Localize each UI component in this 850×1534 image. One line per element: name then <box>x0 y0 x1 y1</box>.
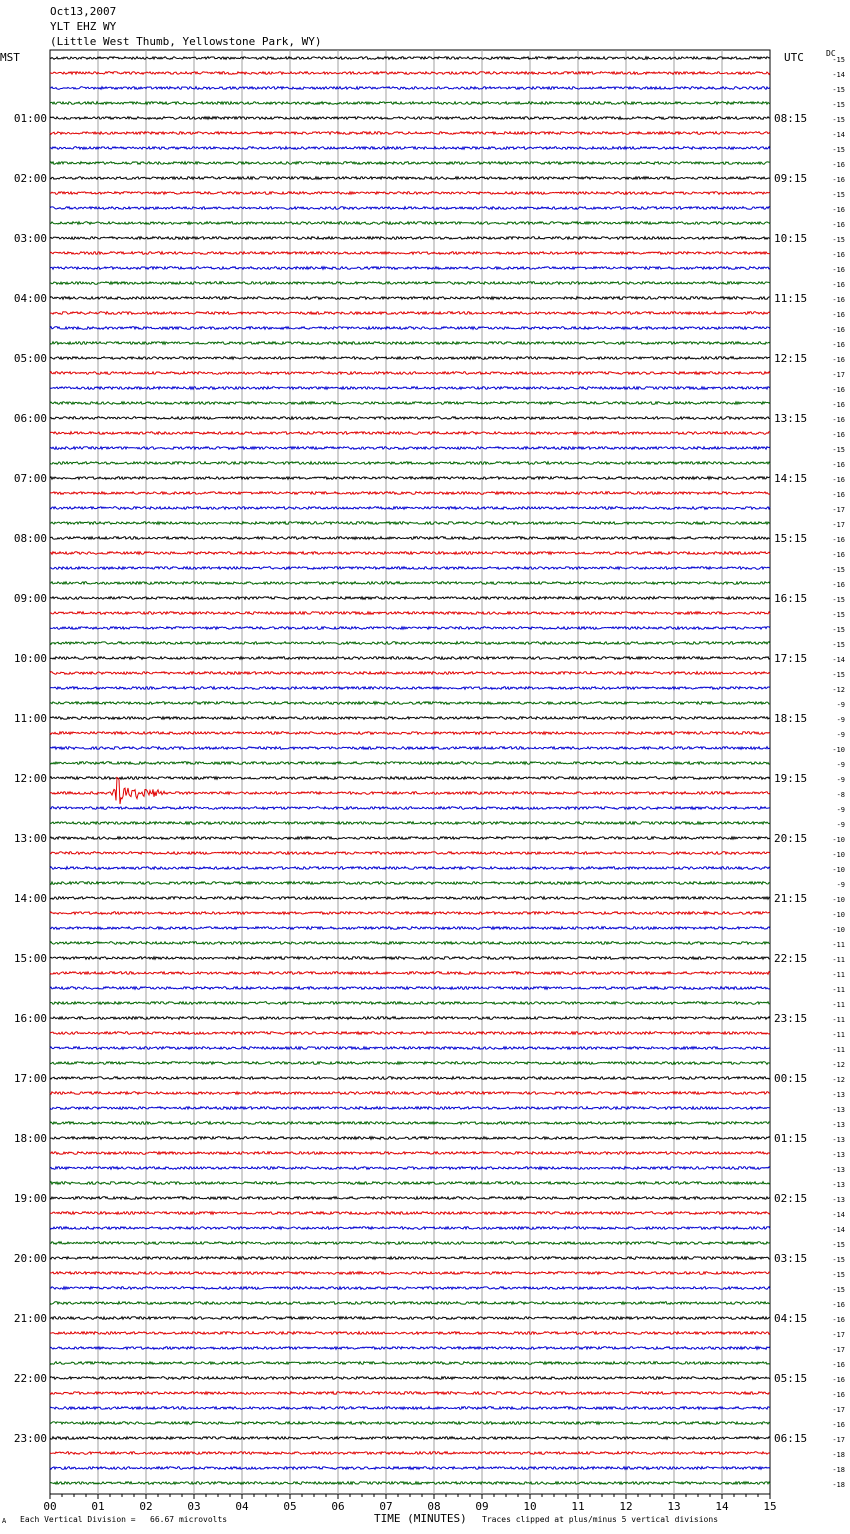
dc-offset-label: -11 <box>832 956 845 964</box>
trace-line <box>50 867 770 870</box>
right-hour-label: 02:15 <box>774 1192 808 1205</box>
trace-line <box>50 357 770 360</box>
trace-line <box>50 1272 770 1275</box>
dc-offset-label: -16 <box>832 161 845 169</box>
trace-line <box>50 717 770 720</box>
trace-line <box>50 1392 770 1395</box>
trace-line <box>50 582 770 585</box>
trace-line <box>50 1092 770 1095</box>
trace-line <box>50 492 770 495</box>
trace-line <box>50 102 770 105</box>
right-hour-label: 23:15 <box>774 1012 808 1025</box>
trace-line <box>50 1167 770 1170</box>
left-hour-label: 10:00 <box>13 652 47 665</box>
trace-line <box>50 642 770 645</box>
trace-line <box>50 597 770 600</box>
trace-line <box>50 522 770 525</box>
trace-line <box>50 1377 770 1380</box>
x-tick-label: 11 <box>571 1500 585 1513</box>
left-hour-label: 09:00 <box>13 592 47 605</box>
dc-offset-label: -17 <box>832 1436 845 1444</box>
dc-offset-label: -16 <box>832 176 845 184</box>
trace-line <box>50 1077 770 1080</box>
trace-line <box>50 927 770 930</box>
trace-line <box>50 1107 770 1110</box>
trace-line <box>50 1362 770 1365</box>
dc-offset-label: -16 <box>832 476 845 484</box>
trace-line <box>50 672 770 675</box>
trace-line <box>50 162 770 165</box>
dc-offset-label: -15 <box>832 101 845 109</box>
dc-offset-label: -15 <box>832 1256 845 1264</box>
dc-offset-label: -15 <box>832 86 845 94</box>
trace-line <box>50 972 770 975</box>
trace-line <box>50 777 770 804</box>
dc-offset-label: -16 <box>832 431 845 439</box>
dc-offset-label: -13 <box>832 1166 845 1174</box>
left-hour-label: 21:00 <box>13 1312 47 1325</box>
dc-offset-label: -14 <box>832 656 845 664</box>
trace-line <box>50 1017 770 1020</box>
x-tick-label: 02 <box>139 1500 153 1513</box>
trace-line <box>50 342 770 345</box>
dc-offset-label: -17 <box>832 521 845 529</box>
trace-line <box>50 1002 770 1005</box>
left-hour-label: 04:00 <box>13 292 47 305</box>
trace-line <box>50 1422 770 1425</box>
left-hour-label: 08:00 <box>13 532 47 545</box>
trace-line <box>50 762 770 765</box>
dc-offset-label: -10 <box>832 851 845 859</box>
trace-line <box>50 822 770 825</box>
x-tick-label: 05 <box>283 1500 297 1513</box>
right-hour-label: 06:15 <box>774 1432 808 1445</box>
header-location: (Little West Thumb, Yellowstone Park, WY) <box>50 35 322 48</box>
trace-line <box>50 237 770 240</box>
trace-line <box>50 507 770 510</box>
dc-offset-label: -16 <box>832 296 845 304</box>
trace-line <box>50 1317 770 1320</box>
dc-offset-label: -15 <box>832 191 845 199</box>
left-hour-label: 19:00 <box>13 1192 47 1205</box>
trace-line <box>50 1137 770 1140</box>
left-hour-label: 07:00 <box>13 472 47 485</box>
left-hour-label: 23:00 <box>13 1432 47 1445</box>
dc-offset-label: -15 <box>832 1271 845 1279</box>
x-tick-label: 00 <box>43 1500 57 1513</box>
right-hour-label: 03:15 <box>774 1252 808 1265</box>
dc-offset-label: -9 <box>836 731 845 739</box>
trace-line <box>50 372 770 375</box>
right-hour-label: 18:15 <box>774 712 808 725</box>
dc-offset-label: -15 <box>832 1286 845 1294</box>
right-hour-label: 17:15 <box>774 652 808 665</box>
dc-offset-label: -16 <box>832 551 845 559</box>
left-timezone-label: MST <box>0 51 20 64</box>
dc-offset-label: -17 <box>832 1406 845 1414</box>
dc-offset-label: -9 <box>836 701 845 709</box>
dc-offset-label: -11 <box>832 986 845 994</box>
trace-line <box>50 417 770 420</box>
dc-offset-label: -15 <box>832 446 845 454</box>
x-axis-title: TIME (MINUTES) <box>374 1512 467 1525</box>
trace-line <box>50 612 770 615</box>
dc-offset-label: -15 <box>832 566 845 574</box>
trace-line <box>50 552 770 555</box>
left-hour-label: 14:00 <box>13 892 47 905</box>
trace-line <box>50 1482 770 1485</box>
dc-offset-label: -16 <box>832 326 845 334</box>
right-hour-label: 08:15 <box>774 112 808 125</box>
dc-offset-label: -16 <box>832 416 845 424</box>
trace-line <box>50 732 770 735</box>
left-hour-label: 02:00 <box>13 172 47 185</box>
dc-offset-label: -16 <box>832 536 845 544</box>
scale-note: Each Vertical Division = 66.67 microvolts <box>20 1515 228 1524</box>
dc-offset-label: -17 <box>832 371 845 379</box>
dc-offset-label: -16 <box>832 1361 845 1369</box>
trace-line <box>50 57 770 60</box>
dc-offset-label: -16 <box>832 581 845 589</box>
dc-offset-label: -16 <box>832 266 845 274</box>
trace-line <box>50 1182 770 1185</box>
left-hour-label: 01:00 <box>13 112 47 125</box>
dc-offset-label: -15 <box>832 146 845 154</box>
x-tick-label: 06 <box>331 1500 345 1513</box>
trace-line <box>50 402 770 405</box>
trace-line <box>50 657 770 660</box>
right-hour-label: 10:15 <box>774 232 808 245</box>
trace-line <box>50 192 770 195</box>
trace-line <box>50 1467 770 1470</box>
trace-line <box>50 957 770 960</box>
dc-offset-label: -13 <box>832 1196 845 1204</box>
dc-offset-label: -14 <box>832 1226 845 1234</box>
dc-offset-label: -16 <box>832 251 845 259</box>
trace-line <box>50 327 770 330</box>
trace-line <box>50 267 770 270</box>
left-hour-label: 20:00 <box>13 1252 47 1265</box>
right-hour-label: 09:15 <box>774 172 808 185</box>
x-tick-label: 07 <box>379 1500 393 1513</box>
trace-line <box>50 1452 770 1455</box>
trace-line <box>50 747 770 750</box>
left-hour-label: 12:00 <box>13 772 47 785</box>
trace-line <box>50 1257 770 1260</box>
x-tick-label: 09 <box>475 1500 489 1513</box>
left-hour-label: 06:00 <box>13 412 47 425</box>
right-hour-label: 19:15 <box>774 772 808 785</box>
dc-offset-label: -13 <box>832 1181 845 1189</box>
trace-line <box>50 777 770 780</box>
right-hour-label: 04:15 <box>774 1312 808 1325</box>
trace-line <box>50 942 770 945</box>
dc-offset-label: -9 <box>836 806 845 814</box>
footer-mark: A <box>2 1517 7 1525</box>
left-hour-label: 17:00 <box>13 1072 47 1085</box>
dc-offset-label: -11 <box>832 941 845 949</box>
trace-line <box>50 1437 770 1440</box>
trace-line <box>50 1227 770 1230</box>
dc-offset-label: -13 <box>832 1091 845 1099</box>
dc-offset-label: -16 <box>832 1376 845 1384</box>
right-hour-label: 11:15 <box>774 292 808 305</box>
right-hour-label: 21:15 <box>774 892 808 905</box>
right-hour-label: 01:15 <box>774 1132 808 1145</box>
dc-offset-label: -10 <box>832 866 845 874</box>
dc-offset-label: -16 <box>832 221 845 229</box>
dc-offset-label: -18 <box>832 1466 845 1474</box>
left-hour-label: 16:00 <box>13 1012 47 1025</box>
trace-line <box>50 987 770 990</box>
dc-offset-label: -16 <box>832 206 845 214</box>
trace-line <box>50 1062 770 1065</box>
trace-line <box>50 87 770 90</box>
clip-note: Traces clipped at plus/minus 5 vertical divisions <box>482 1515 719 1524</box>
dc-offset-label: -11 <box>832 1046 845 1054</box>
trace-line <box>50 387 770 390</box>
trace-line <box>50 1122 770 1125</box>
dc-offset-label: -10 <box>832 926 845 934</box>
dc-offset-label: -9 <box>836 716 845 724</box>
right-hour-label: 12:15 <box>774 352 808 365</box>
dc-offset-label: -15 <box>832 236 845 244</box>
dc-offset-label: -8 <box>836 791 845 799</box>
trace-line <box>50 222 770 225</box>
trace-line <box>50 297 770 300</box>
dc-offset-label: -16 <box>832 1421 845 1429</box>
trace-line <box>50 1152 770 1155</box>
right-hour-label: 22:15 <box>774 952 808 965</box>
dc-offset-label: -11 <box>832 1031 845 1039</box>
dc-offset-label: -10 <box>832 896 845 904</box>
right-hour-label: 14:15 <box>774 472 808 485</box>
dc-offset-label: -18 <box>832 1451 845 1459</box>
plot-frame <box>50 50 770 1494</box>
dc-offset-label: -11 <box>832 971 845 979</box>
dc-offset-label: -11 <box>832 1016 845 1024</box>
trace-line <box>50 432 770 435</box>
left-hour-label: 11:00 <box>13 712 47 725</box>
dc-offset-label: -11 <box>832 1001 845 1009</box>
dc-offset-label: -16 <box>832 461 845 469</box>
dc-offset-label: -15 <box>832 641 845 649</box>
dc-offset-label: -13 <box>832 1121 845 1129</box>
trace-line <box>50 1347 770 1350</box>
dc-offset-label: -18 <box>832 1481 845 1489</box>
trace-line <box>50 537 770 540</box>
x-tick-label: 15 <box>763 1500 777 1513</box>
dc-offset-label: -16 <box>832 1316 845 1324</box>
trace-line <box>50 147 770 150</box>
trace-line <box>50 252 770 255</box>
left-hour-label: 13:00 <box>13 832 47 845</box>
right-hour-label: 13:15 <box>774 412 808 425</box>
dc-offset-label: -15 <box>832 56 845 64</box>
dc-offset-label: -14 <box>832 71 845 79</box>
dc-offset-label: -10 <box>832 746 845 754</box>
dc-offset-label: -16 <box>832 1301 845 1309</box>
trace-line <box>50 897 770 900</box>
right-timezone-label: UTC <box>784 51 804 64</box>
dc-offset-label: -16 <box>832 386 845 394</box>
left-hour-label: 18:00 <box>13 1132 47 1145</box>
trace-line <box>50 837 770 840</box>
dc-offset-label: -14 <box>832 131 845 139</box>
trace-line <box>50 627 770 630</box>
dc-offset-label: -15 <box>832 1241 845 1249</box>
dc-offset-label: -13 <box>832 1151 845 1159</box>
trace-line <box>50 282 770 285</box>
dc-offset-label: -16 <box>832 341 845 349</box>
trace-line <box>50 312 770 315</box>
trace-line <box>50 1407 770 1410</box>
trace-line <box>50 477 770 480</box>
trace-line <box>50 1287 770 1290</box>
trace-line <box>50 1302 770 1305</box>
right-hour-label: 05:15 <box>774 1372 808 1385</box>
left-hour-label: 22:00 <box>13 1372 47 1385</box>
dc-offset-label: -9 <box>836 881 845 889</box>
dc-offset-label: -15 <box>832 116 845 124</box>
dc-offset-label: -12 <box>832 1061 845 1069</box>
dc-offset-label: -17 <box>832 506 845 514</box>
header-station: YLT EHZ WY <box>50 20 117 33</box>
right-hour-label: 00:15 <box>774 1072 808 1085</box>
right-hour-label: 15:15 <box>774 532 808 545</box>
dc-offset-label: -17 <box>832 1346 845 1354</box>
trace-line <box>50 687 770 690</box>
right-hour-label: 16:15 <box>774 592 808 605</box>
left-hour-label: 03:00 <box>13 232 47 245</box>
trace-line <box>50 72 770 75</box>
trace-line <box>50 447 770 450</box>
trace-line <box>50 1197 770 1200</box>
dc-offset-label: -12 <box>832 1076 845 1084</box>
dc-offset-label: -13 <box>832 1106 845 1114</box>
dc-offset-label: -16 <box>832 491 845 499</box>
dc-offset-label: -15 <box>832 626 845 634</box>
header-date: Oct13,2007 <box>50 5 117 18</box>
dc-offset-label: -17 <box>832 1331 845 1339</box>
x-tick-label: 13 <box>667 1500 681 1513</box>
dc-offset-label: -9 <box>836 821 845 829</box>
left-hour-label: 15:00 <box>13 952 47 965</box>
trace-line <box>50 567 770 570</box>
dc-offset-label: -16 <box>832 281 845 289</box>
dc-offset-label: -10 <box>832 836 845 844</box>
trace-line <box>50 912 770 915</box>
trace-line <box>50 807 770 810</box>
right-hour-label: 20:15 <box>774 832 808 845</box>
trace-line <box>50 1212 770 1215</box>
dc-offset-label: -16 <box>832 1391 845 1399</box>
left-hour-label: 05:00 <box>13 352 47 365</box>
trace-line <box>50 117 770 120</box>
trace-line <box>50 132 770 135</box>
trace-line <box>50 882 770 885</box>
trace-line <box>50 462 770 465</box>
dc-offset-label: -14 <box>832 1211 845 1219</box>
dc-offset-label: -16 <box>832 356 845 364</box>
trace-line <box>50 1047 770 1050</box>
dc-offset-label: -16 <box>832 311 845 319</box>
x-tick-label: 04 <box>235 1500 249 1513</box>
dc-label: DC <box>826 49 836 58</box>
trace-line <box>50 1032 770 1035</box>
trace-line <box>50 702 770 705</box>
x-tick-label: 10 <box>523 1500 537 1513</box>
dc-offset-label: -15 <box>832 671 845 679</box>
x-tick-label: 12 <box>619 1500 633 1513</box>
dc-offset-label: -16 <box>832 401 845 409</box>
dc-offset-label: -15 <box>832 611 845 619</box>
x-tick-label: 01 <box>91 1500 105 1513</box>
trace-line <box>50 852 770 855</box>
dc-offset-label: -12 <box>832 686 845 694</box>
dc-offset-label: -15 <box>832 596 845 604</box>
trace-line <box>50 1242 770 1245</box>
dc-offset-label: -10 <box>832 911 845 919</box>
trace-line <box>50 207 770 210</box>
dc-offset-label: -9 <box>836 761 845 769</box>
x-tick-label: 08 <box>427 1500 441 1513</box>
dc-offset-label: -9 <box>836 776 845 784</box>
x-tick-label: 14 <box>715 1500 729 1513</box>
dc-offset-label: -13 <box>832 1136 845 1144</box>
trace-line <box>50 177 770 180</box>
trace-line <box>50 1332 770 1335</box>
x-tick-label: 03 <box>187 1500 201 1513</box>
